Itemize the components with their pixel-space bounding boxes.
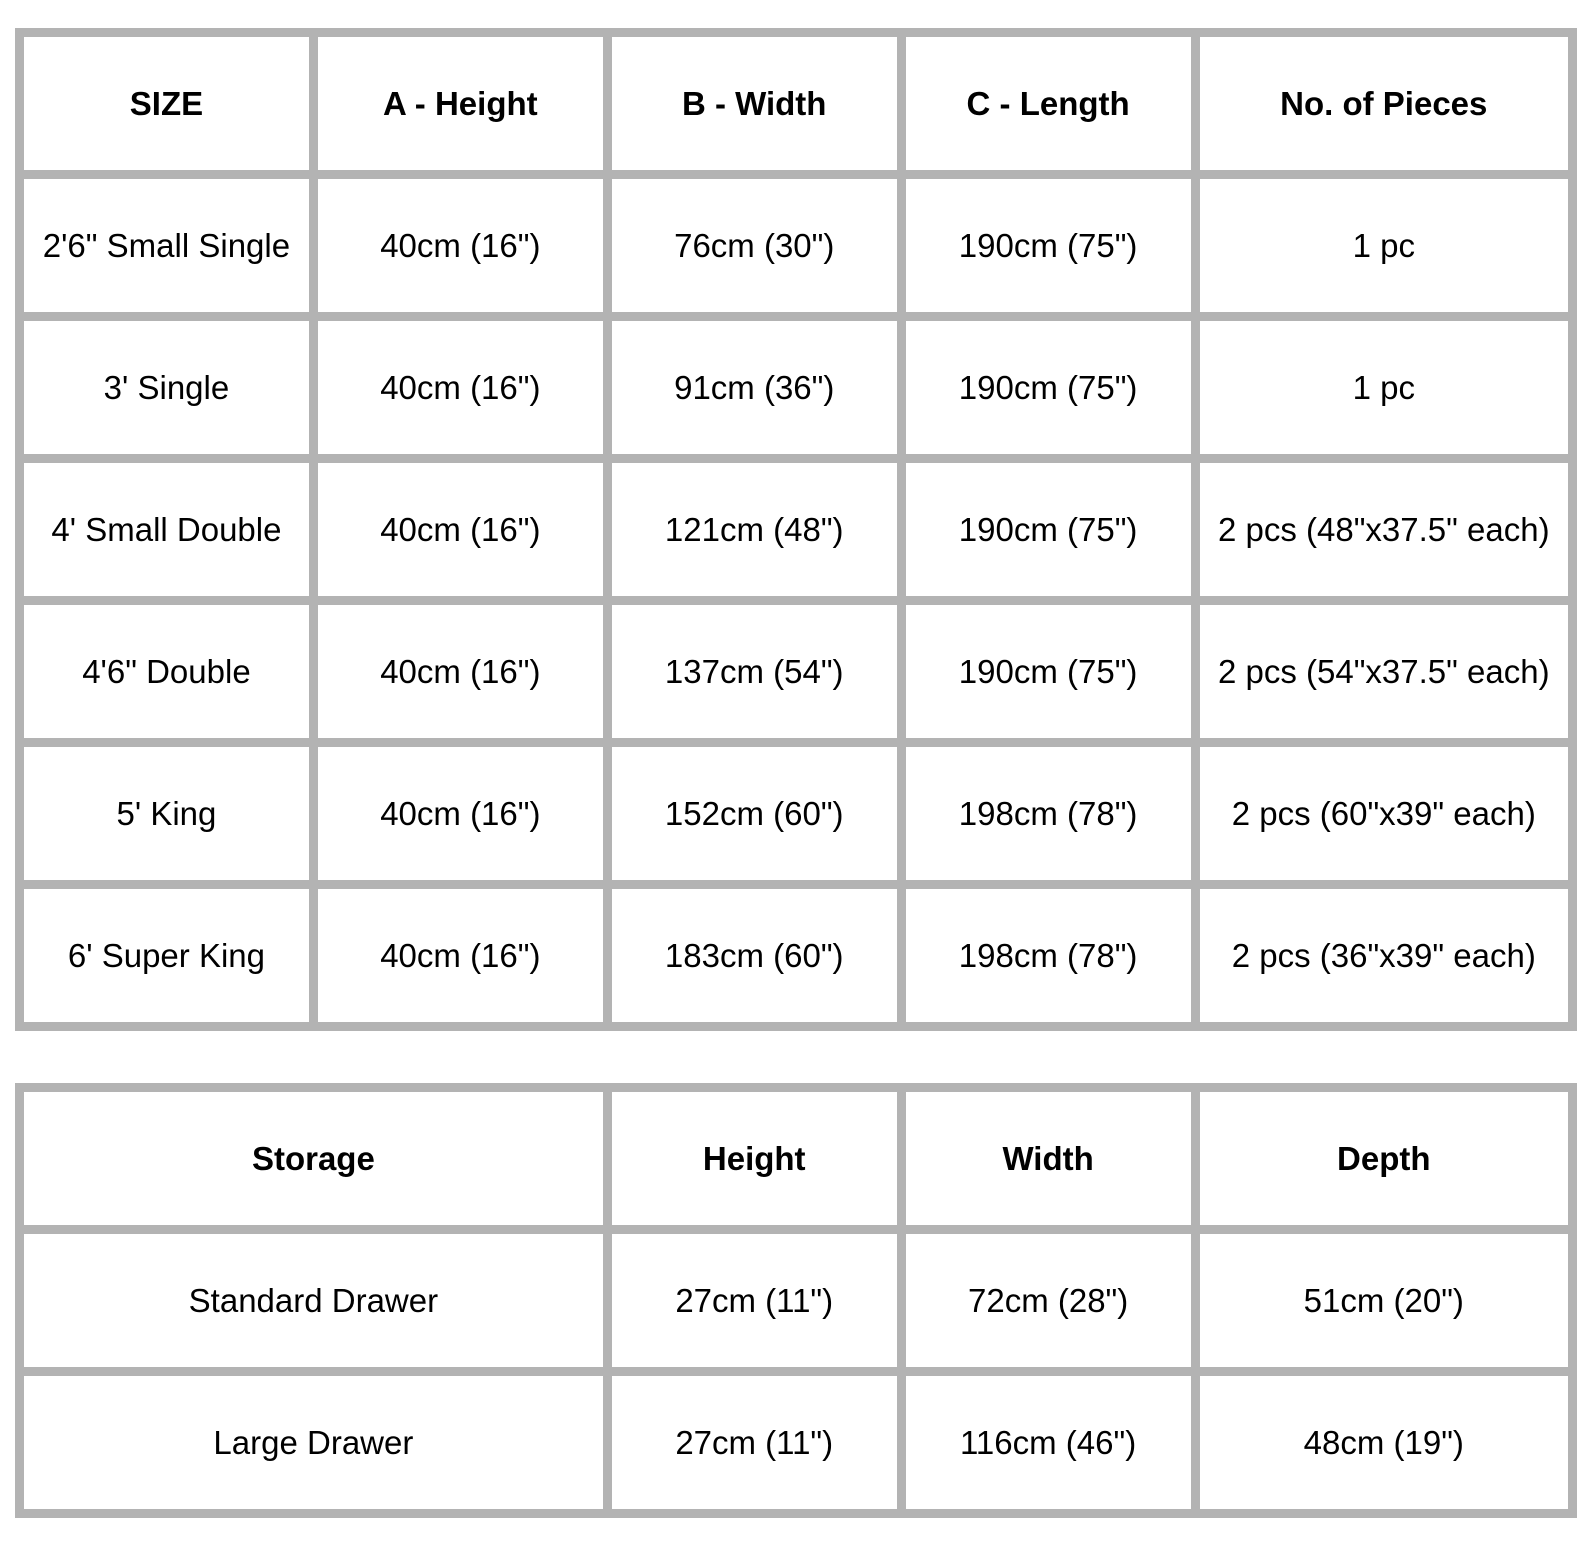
width-cell: 91cm (36") — [607, 317, 901, 459]
pieces-cell: 1 pc — [1195, 317, 1572, 459]
pieces-cell: 2 pcs (54"x37.5" each) — [1195, 601, 1572, 743]
height-cell: 40cm (16") — [313, 601, 607, 743]
height-cell: 40cm (16") — [313, 175, 607, 317]
height-cell: 40cm (16") — [313, 317, 607, 459]
table-row — [20, 743, 1573, 885]
depth-cell: 48cm (19") — [1195, 1372, 1572, 1514]
width-cell: 116cm (46") — [901, 1372, 1195, 1514]
header-a-height: A - Height — [313, 33, 607, 175]
width-cell: 183cm (60") — [607, 885, 901, 1027]
height-cell: 40cm (16") — [313, 743, 607, 885]
pieces-cell: 1 pc — [1195, 175, 1572, 317]
table-row — [20, 317, 1573, 459]
length-cell: 190cm (75") — [901, 175, 1195, 317]
table-row — [20, 1372, 1573, 1514]
size-cell: 3' Single — [20, 317, 314, 459]
length-cell: 190cm (75") — [901, 459, 1195, 601]
header-b-width: B - Width — [607, 33, 901, 175]
size-table-header — [20, 33, 1573, 175]
size-cell: 4'6" Double — [20, 601, 314, 743]
length-cell: 198cm (78") — [901, 743, 1195, 885]
length-cell: 190cm (75") — [901, 317, 1195, 459]
depth-cell: 51cm (20") — [1195, 1230, 1572, 1372]
pieces-cell: 2 pcs (60"x39" each) — [1195, 743, 1572, 885]
storage-cell: Standard Drawer — [20, 1230, 608, 1372]
height-cell: 27cm (11") — [607, 1230, 901, 1372]
height-cell: 40cm (16") — [313, 885, 607, 1027]
size-table — [15, 28, 1577, 1031]
header-pieces: No. of Pieces — [1195, 33, 1572, 175]
header-width: Width — [901, 1088, 1195, 1230]
header-storage: Storage — [20, 1088, 608, 1230]
table-row — [20, 459, 1573, 601]
width-cell: 76cm (30") — [607, 175, 901, 317]
size-cell: 2'6" Small Single — [20, 175, 314, 317]
width-cell: 137cm (54") — [607, 601, 901, 743]
pieces-cell: 2 pcs (48"x37.5" each) — [1195, 459, 1572, 601]
height-cell: 40cm (16") — [313, 459, 607, 601]
storage-cell: Large Drawer — [20, 1372, 608, 1514]
storage-table — [15, 1083, 1577, 1518]
length-cell: 190cm (75") — [901, 601, 1195, 743]
table-row — [20, 1230, 1573, 1372]
header-depth: Depth — [1195, 1088, 1572, 1230]
width-cell: 72cm (28") — [901, 1230, 1195, 1372]
size-cell: 5' King — [20, 743, 314, 885]
header-height: Height — [607, 1088, 901, 1230]
table-row — [20, 885, 1573, 1027]
width-cell: 152cm (60") — [607, 743, 901, 885]
table-row — [20, 601, 1573, 743]
size-cell: 6' Super King — [20, 885, 314, 1027]
width-cell: 121cm (48") — [607, 459, 901, 601]
height-cell: 27cm (11") — [607, 1372, 901, 1514]
storage-table-header — [20, 1088, 1573, 1230]
header-c-length: C - Length — [901, 33, 1195, 175]
size-cell: 4' Small Double — [20, 459, 314, 601]
length-cell: 198cm (78") — [901, 885, 1195, 1027]
pieces-cell: 2 pcs (36"x39" each) — [1195, 885, 1572, 1027]
table-row — [20, 175, 1573, 317]
header-size: SIZE — [20, 33, 314, 175]
